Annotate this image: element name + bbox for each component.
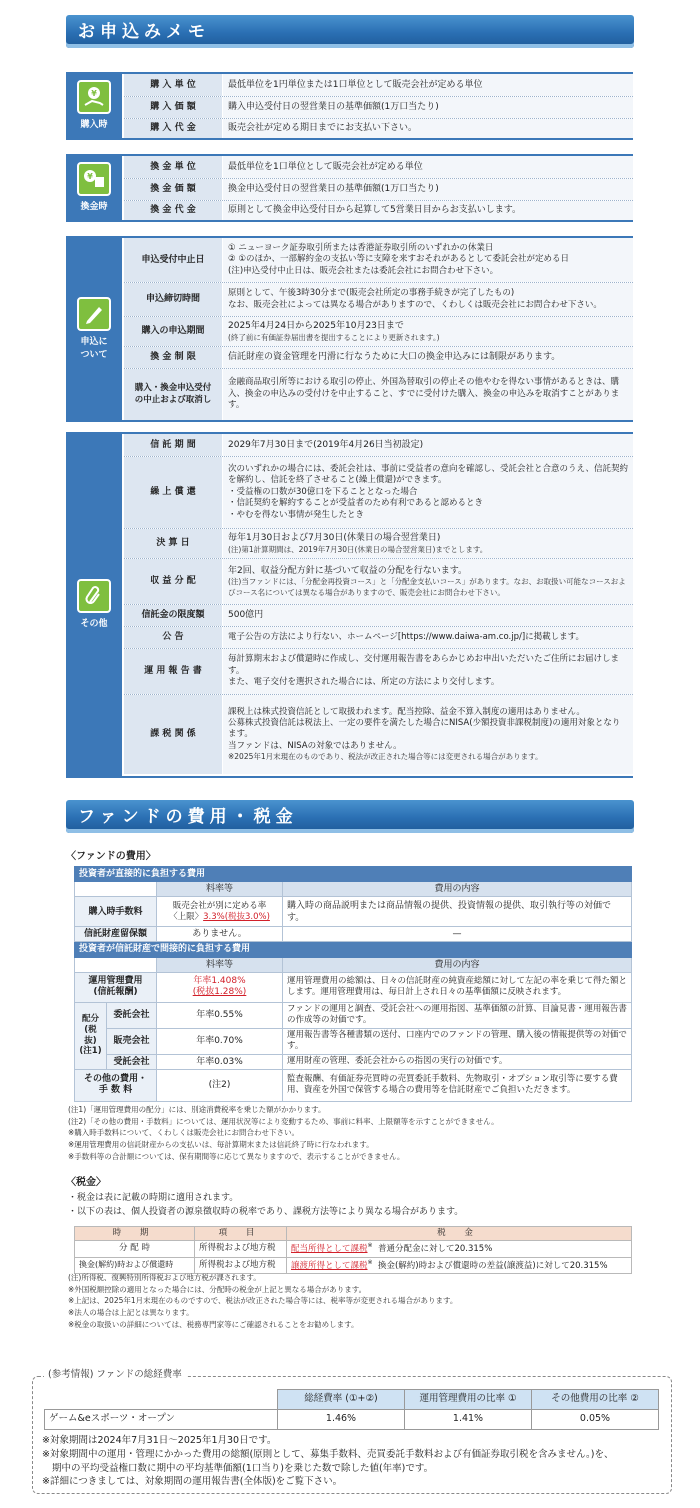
col-rate: 料率等 (157, 882, 283, 897)
row-label: 決 算 日 (124, 529, 222, 558)
row-main: 課税上は株式投資信託として取扱われます。配当控除、益金不算入制度の適用はありません。 公募株式投資信託は税法上、一定の要件を満たした場合にNISA(少額投資非課税制度)の適用対象となります。 当ファンドは、NISAの対象ではありません。 (228, 706, 621, 751)
row-note: (終了前に有価証券届出書を提出することにより更新されます。) (228, 332, 440, 342)
col-total: 総経費率 (①+②) (278, 1390, 405, 1410)
direct-costs-header: 投資者が直接的に負担する費用 (75, 867, 632, 882)
note: ※運用管理費用の信託財産からの支払いは、毎計算期末または信託終了時に行なわれます。 (68, 1139, 374, 1149)
note: (注)所得税、復興特別所得税および地方税が課されます。 (68, 1273, 261, 1282)
row-label: 購入の申込期間 (124, 317, 222, 346)
row-value: 原則として、午後3時30分まで(販売会社所定の事務手続きが完了したもの) なお、販売会社によっては異なる場合がありますので、くわしくは販売会社にお問合わせ下さい。 (222, 283, 633, 316)
note: ※手数料等の合計額については、保有期間等に応じて異なりますので、表示することができません。 (68, 1151, 405, 1161)
retention-content: — (283, 927, 632, 942)
row (124, 96, 633, 118)
row (124, 604, 633, 626)
tax-value: 換金(解約)時および償還時の差益(譲渡益)に対して20.315% (377, 1260, 608, 1271)
row-main: 毎年1月30日および7月30日(休業日の場合翌営業日) (228, 533, 441, 544)
mgmt-ratio: 1.41% (405, 1409, 532, 1429)
sub-label: 販売会社 (107, 1028, 157, 1054)
note: ※対象期間中の運用・管理にかかった費用の総額(原則として、募集手数料、売買委託手数料および有価証券取引税を含みません。)を、 (42, 1448, 614, 1460)
col-content: 費用の内容 (283, 957, 632, 972)
row-label: 購 入 単 位 (124, 74, 222, 96)
tax-period: 換金(解約)時および償還時 (75, 1257, 195, 1273)
total-ratio: 1.46% (278, 1409, 405, 1429)
tax-item: 所得税および地方税 (195, 1241, 287, 1257)
row-label: 運 用 報 告 書 (124, 649, 222, 694)
expense-ratio-table (44, 1389, 659, 1430)
svg-text:¥: ¥ (91, 89, 97, 99)
row-value: 最低単位を1口単位として販売会社が定める単位 (222, 156, 633, 178)
tax-heading: 〈税金〉 (66, 1177, 106, 1188)
group-other (66, 432, 633, 778)
other-fee-content: 監査報酬、有価証券売買時の売買委託手数料、先物取引・オプション取引等に要する費用、資産を外国で保管する場合の費用等を信託財産でご負担いただきます。 (283, 1069, 632, 1101)
col-period: 時 期 (75, 1227, 195, 1241)
col-item: 項 目 (195, 1227, 287, 1241)
tax-value: 普通分配金に対して20.315% (377, 1244, 493, 1255)
row-main: 2025年4月24日から2025年10月23日まで (228, 321, 404, 332)
col-tax: 税 金 (287, 1227, 632, 1241)
pen-icon (77, 297, 111, 331)
tax-kind: 配当所得として課税 (291, 1244, 368, 1255)
mgmt-fee-content: 運用管理費用の総額は、日々の信託財産の純資産総額に対して左記の率を乗じて得た額とします。運用管理費用は、毎日計上され日々の基準価額に反映されます。 (283, 972, 632, 1002)
group-purchase (66, 72, 633, 140)
row-note: ※2025年1月末現在のものであり、税法が改正された場合等には変更される場合があります。 (228, 752, 543, 762)
fund-name: ゲーム&eスポーツ・オープン (45, 1409, 278, 1429)
note: ※外国税額控除の適用となった場合には、分配時の税金が上記と異なる場合があります。 (68, 1284, 367, 1294)
buy-fee-cap: 3.3%(税抜3.0%) (203, 911, 270, 922)
row-value: 2029年7月30日まで(2019年4月26日当初設定) (222, 434, 633, 456)
retention-rate: ありません。 (157, 927, 283, 942)
row (124, 346, 633, 368)
paperclip-icon (77, 579, 111, 613)
row (124, 74, 633, 96)
note: 期中の平均受益権口数に期中の平均基準価額(1口当り)を乗じた数で除した値(年率)です。 (52, 1462, 434, 1474)
row-label: 購 入 代 金 (124, 119, 222, 138)
row-label: 収 益 分 配 (124, 559, 222, 604)
row-value: 毎計算期末および償還時に作成し、交付運用報告書をあらかじめお申出いただいたご住所にお届けします。 また、電子交付を選択された場合には、所定の方法により交付します。 (222, 649, 633, 694)
group-icon-redemption (66, 156, 122, 220)
row-value: ① ニューヨーク証券取引所または香港証券取引所のいずれかの休業日 ② ①のほか、一部解約金の支払い等に支障を来すおそれがあるとして委託会社が定める日 (注)申込受付中止日は、販売会社または委託会社にお問合わせ下さい。 (222, 238, 633, 282)
other-fee-label: その他の費用・ 手 数 料 (75, 1069, 157, 1101)
row-value (222, 695, 633, 774)
row-label: 信託金の限度額 (124, 605, 222, 626)
row-label: 信 託 期 間 (124, 434, 222, 456)
bullet: ・税金は表に記載の時期に適用されます。 (68, 1193, 239, 1203)
row (124, 178, 633, 200)
buy-fee-rate: 販売会社が別に定める率 (172, 901, 267, 912)
group-application (66, 236, 633, 422)
buy-fee-content: 購入時の商品説明または商品情報の提供、投資情報の提供、取引執行等の対価です。 (283, 897, 632, 927)
row-value (222, 317, 633, 346)
row (124, 434, 633, 456)
row (124, 456, 633, 528)
reference-title: (参考情報) ファンドの総経費率 (44, 1369, 186, 1382)
row-value: 原則として換金申込受付日から起算して5営業日目からお支払いします。 (222, 201, 633, 220)
sub-label: 受託会社 (107, 1054, 157, 1069)
group-redemption (66, 154, 633, 222)
col-other: その他費用の比率 ② (532, 1390, 659, 1410)
row (124, 368, 633, 420)
sub-rate: 年率0.70% (157, 1028, 283, 1054)
col-content: 費用の内容 (283, 882, 632, 897)
svg-text:¥: ¥ (87, 172, 93, 182)
row-value: 販売会社が定める期日までにお支払い下さい。 (222, 119, 633, 138)
row (124, 648, 633, 694)
group-icon-application (66, 238, 122, 420)
row-label: 換 金 価 額 (124, 179, 222, 200)
row-label: 申込受付中止日 (124, 238, 222, 282)
row-label: 換 金 単 位 (124, 156, 222, 178)
note: ※対象期間は2024年7月31日〜2025年1月30日です。 (42, 1435, 277, 1446)
row (124, 528, 633, 558)
mgmt-fee-ex-tax: (税抜1.28%) (192, 987, 247, 998)
group-label: その他 (80, 619, 108, 630)
sub-rate: 年率0.03% (157, 1054, 283, 1069)
row-value: 信託財産の資金管理を円滑に行なうために大口の換金申込みには制限があります。 (222, 347, 633, 368)
row-value: 最低単位を1円単位または1口単位として販売会社が定める単位 (222, 74, 633, 96)
yen-hand-icon (77, 80, 111, 114)
row (124, 558, 633, 604)
tax-notes (68, 1272, 457, 1330)
row (124, 282, 633, 316)
note: ※法人の場合は上記とは異なります。 (68, 1307, 194, 1317)
tax-item: 所得税および地方税 (195, 1257, 287, 1273)
row (124, 316, 633, 346)
row-value: 換金申込受付日の翌営業日の基準価額(1万口当たり) (222, 179, 633, 200)
row-value: 購入申込受付日の翌営業日の基準価額(1万口当たり) (222, 97, 633, 118)
allocation-label: 配分 (税抜) (注1) (75, 1002, 107, 1069)
note: (注2)「その他の費用・手数料」については、運用状況等により変動するため、事前に料率、上限額等を示すことができません。 (68, 1116, 499, 1126)
row-value (222, 559, 633, 604)
group-label: 換金時 (80, 202, 108, 213)
tax-bullets (68, 1192, 463, 1220)
buy-fee-label: 購入時手数料 (75, 897, 157, 927)
note: ※税金の取扱いの詳細については、税務専門家等にご確認されることをお勧めします。 (68, 1319, 359, 1329)
row-value: 金融商品取引所等における取引の停止、外国為替取引の停止その他やむを得ない事情があるときは、購入、換金の申込みの受付けを中止すること、すでに受付けた購入、換金の申込みを取消すことがあります。 (222, 369, 633, 420)
other-fee-rate: (注2) (157, 1069, 283, 1101)
section-title-application: お申込みメモ (66, 15, 634, 48)
row (124, 156, 633, 178)
group-icon-purchase (66, 74, 122, 138)
row (124, 200, 633, 220)
sub-content: 運用財産の管理、委託会社からの指図の実行の対価です。 (283, 1054, 632, 1069)
tax-table (74, 1226, 632, 1274)
row-value (222, 529, 633, 558)
buy-fee-cap-label: 〈上限〉 (169, 911, 204, 922)
row-note: (注)第1計算期間は、2019年7月30日(休業日の場合翌営業日)までとします。 (228, 544, 488, 554)
row-label: 課 税 関 係 (124, 695, 222, 774)
col-mgmt: 運用管理費用の比率 ① (405, 1390, 532, 1410)
section-title-costs: ファンドの費用・税金 (66, 800, 634, 833)
row-note: (注)当ファンドには、「分配金再投資コース」と「分配金支払いコース」があります。なお、お取扱い可能なコースおよびコース名については異なる場合がありますので、販売会社にお問合わせ下さい。 (228, 577, 626, 597)
row-label: 購 入 価 額 (124, 97, 222, 118)
tax-mark: ※ (367, 1242, 373, 1250)
group-icon-other (66, 434, 122, 776)
retention-label: 信託財産留保額 (75, 927, 157, 942)
col-rate: 料率等 (157, 957, 283, 972)
mgmt-fee-rate: 年率1.408% (193, 975, 246, 986)
row (124, 118, 633, 138)
mgmt-fee-label: 運用管理費用 (信託報酬) (75, 972, 157, 1002)
row-value: 500億円 (222, 605, 633, 626)
tax-kind: 譲渡所得として課税 (291, 1260, 368, 1271)
other-ratio: 0.05% (532, 1409, 659, 1429)
row-label: 公 告 (124, 627, 222, 648)
row-label: 申込締切時間 (124, 283, 222, 316)
row-label: 換 金 代 金 (124, 201, 222, 220)
sub-rate: 年率0.55% (157, 1002, 283, 1028)
row (124, 694, 633, 774)
row-label: 購入・換金申込受付 の中止および取消し (124, 369, 222, 420)
fees-notes (68, 1104, 499, 1162)
row (124, 626, 633, 648)
sub-content: ファンドの運用と調査、受託会社への運用指図、基準価額の計算、目論見書・運用報告書の作成等の対価です。 (283, 1002, 632, 1028)
group-label: 申込に ついて (80, 337, 108, 360)
tax-period: 分 配 時 (75, 1241, 195, 1257)
reference-notes (42, 1434, 614, 1489)
tax-mark: ※ (367, 1258, 373, 1266)
yen-exchange-icon (77, 162, 111, 196)
bullet: ・以下の表は、個人投資者の源泉徴収時の税率であり、課税方法等により異なる場合があります。 (68, 1206, 464, 1217)
note: ※購入時手数料について、くわしくは販売会社にお問合わせ下さい。 (68, 1128, 299, 1138)
row-label: 繰 上 償 還 (124, 457, 222, 528)
group-label: 購入時 (80, 120, 108, 131)
fees-table (74, 866, 632, 1102)
row-value: 次のいずれかの場合には、委託会社は、事前に受益者の意向を確認し、受託会社と合意のうえ、信託契約を解約し、信託を終了させること(繰上償還)ができます。 ・受益権の口数が30億口を下ることとなった場合 ・信託契約を解約することが受益者のため有利であると認めるとき ・やむを得ない事情が発生したとき (222, 457, 633, 528)
row-main: 年2回、収益分配方針に基づいて収益の分配を行ないます。 (228, 566, 468, 577)
row (124, 238, 633, 282)
sub-label: 委託会社 (107, 1002, 157, 1028)
indirect-costs-header: 投資者が信託財産で間接的に負担する費用 (75, 942, 632, 957)
note: ※上記は、2025年1月末現在のものですので、税法が改正された場合等には、税率等が変更される場合があります。 (68, 1296, 458, 1306)
fees-heading: 〈ファンドの費用〉 (66, 851, 156, 862)
note: (注1)「運用管理費用の配分」には、別途消費税率を乗じた額がかかります。 (68, 1105, 326, 1114)
note: ※詳細につきましては、対象期間の運用報告書(全体版)をご覧下さい。 (42, 1476, 343, 1488)
row-label: 換 金 制 限 (124, 347, 222, 368)
row-value: 電子公告の方法により行ない、ホームページ[https://www.daiwa-am.co.jp/]に掲載します。 (222, 627, 633, 648)
sub-content: 運用報告書等各種書類の送付、口座内でのファンドの管理、購入後の情報提供等の対価です。 (283, 1028, 632, 1054)
